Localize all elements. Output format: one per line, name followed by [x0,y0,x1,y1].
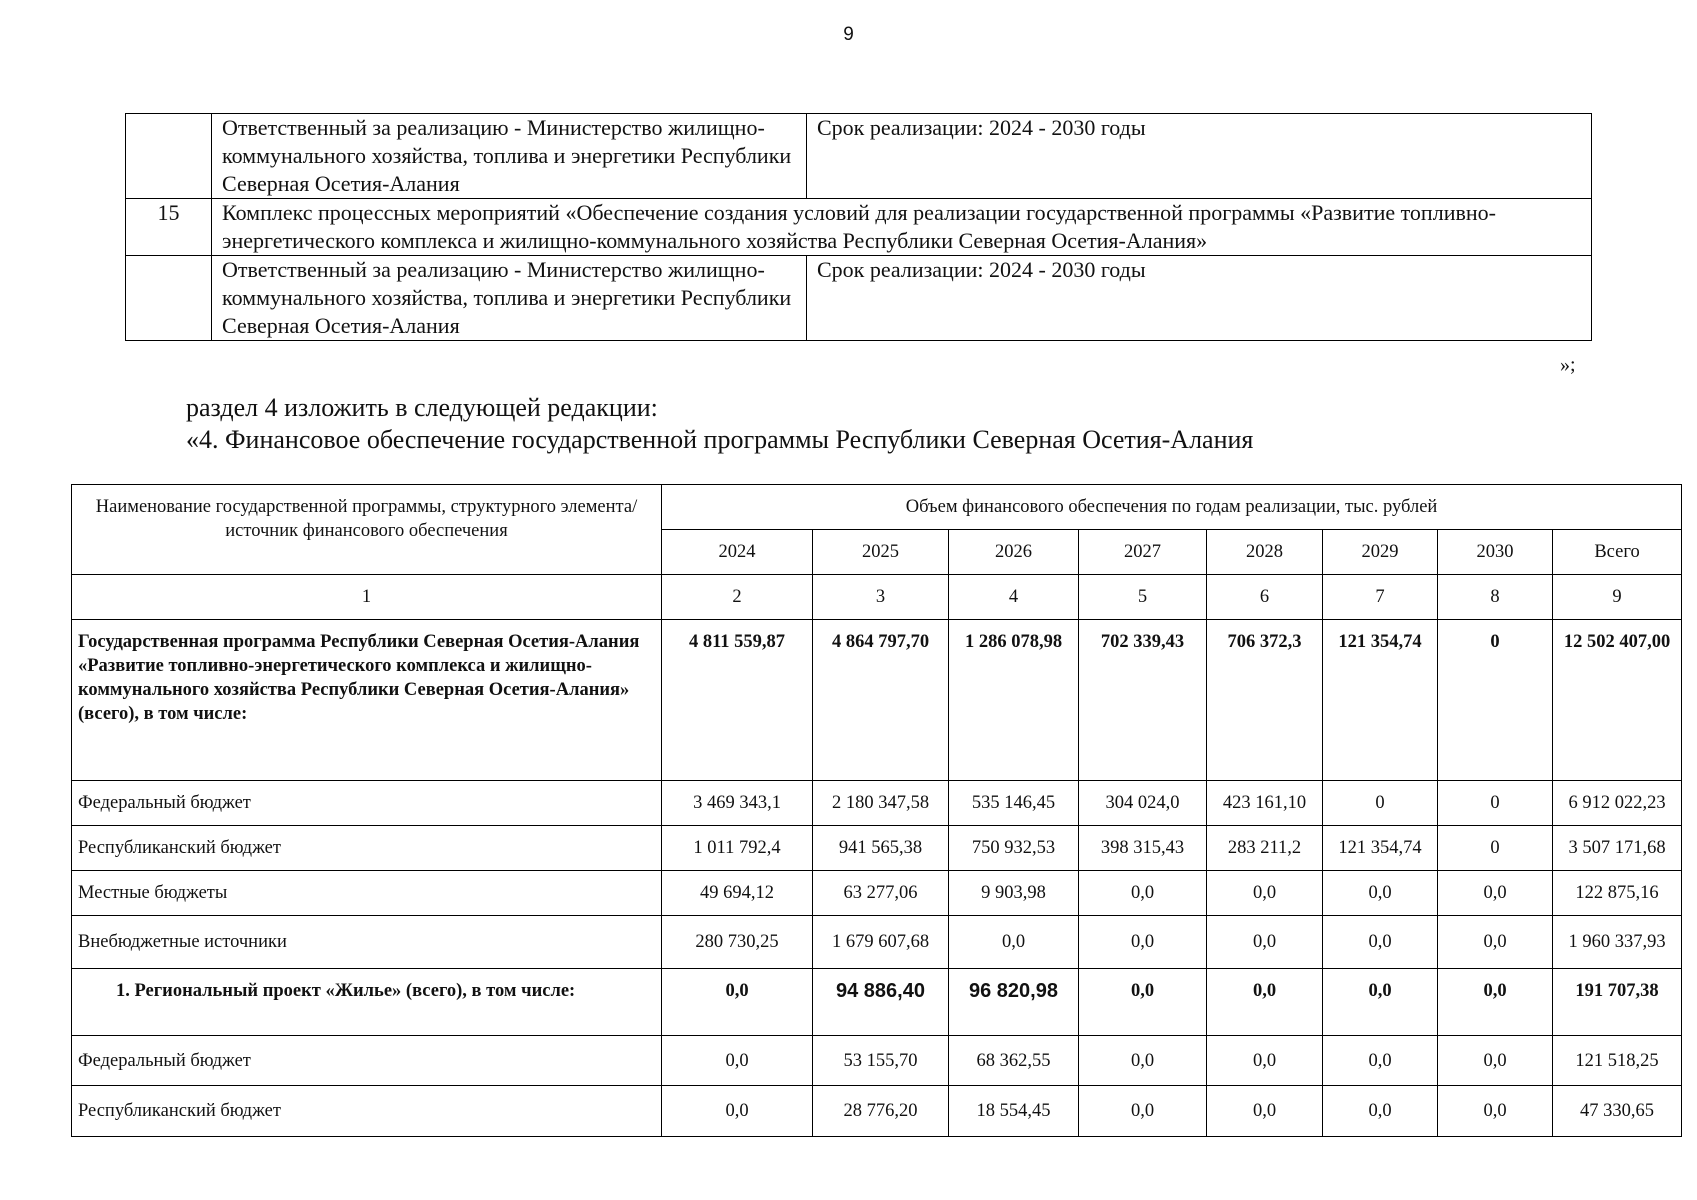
value-cell: 0,0 [1207,1036,1323,1086]
term-cell: Срок реализации: 2024 - 2030 годы [807,256,1592,341]
value-cell: 94 886,40 [813,969,949,1036]
value-cell: 0,0 [1323,1086,1438,1137]
value-cell: 0,0 [1079,1036,1207,1086]
year-header: 2024 [662,530,813,575]
row-name: 1. Региональный проект «Жилье» (всего), в том числе: [72,969,662,1036]
value-cell: 0,0 [1207,916,1323,969]
column-number: 7 [1323,575,1438,620]
value-cell: 0,0 [1323,969,1438,1036]
value-cell: 191 707,38 [1553,969,1682,1036]
complex-title-cell: Комплекс процессных мероприятий «Обеспечение создания условий для реализации государственной программы «Развитие топливно-энергетического комплекса и жилищно-коммунального хозяйства Республики Северная Осетия-Алания» [212,199,1592,256]
value-cell: 53 155,70 [813,1036,949,1086]
value-cell: 1 679 607,68 [813,916,949,969]
row-number [126,114,212,199]
value-cell: 96 820,98 [949,969,1079,1036]
program-total-row [72,620,1682,781]
value-cell: 0,0 [1438,1086,1553,1137]
value-cell: 0,0 [1438,916,1553,969]
value-cell: 0,0 [662,1036,813,1086]
value-cell: 0,0 [1079,916,1207,969]
value-cell: 0,0 [1079,1086,1207,1137]
row-name: Республиканский бюджет [72,826,662,871]
value-cell: 0,0 [662,969,813,1036]
year-header: 2029 [1323,530,1438,575]
responsible-cell: Ответственный за реализацию - Министерство жилищно-коммунального хозяйства, топлива и энергетики Республики Северная Осетия-Алания [212,256,807,341]
value-cell: 280 730,25 [662,916,813,969]
column-number: 4 [949,575,1079,620]
value-cell: 750 932,53 [949,826,1079,871]
table-row [126,114,1592,199]
total-header: Всего [1553,530,1682,575]
value-cell: 1 011 792,4 [662,826,813,871]
value-cell: 0,0 [1323,916,1438,969]
value-cell: 6 912 022,23 [1553,781,1682,826]
value-cell: 0 [1438,620,1553,781]
value-cell: 304 024,0 [1079,781,1207,826]
value-cell: 0 [1438,826,1553,871]
table-row [126,199,1592,256]
table-row [126,256,1592,341]
row-number: 15 [126,199,212,256]
value-cell: 1 960 337,93 [1553,916,1682,969]
value-cell: 0 [1438,781,1553,826]
table-row [72,871,1682,916]
table-row [72,1036,1682,1086]
column-numbers-row [72,575,1682,620]
value-cell: 0,0 [1438,871,1553,916]
value-cell: 423 161,10 [1207,781,1323,826]
value-cell: 4 864 797,70 [813,620,949,781]
value-cell: 0,0 [949,916,1079,969]
value-cell: 122 875,16 [1553,871,1682,916]
value-cell: 3 469 343,1 [662,781,813,826]
value-cell: 47 330,65 [1553,1086,1682,1137]
value-cell: 68 362,55 [949,1036,1079,1086]
header-name-cell: Наименование государственной программы, структурного элемента/источник финансового обеспечения [72,485,662,575]
value-cell: 0,0 [1079,871,1207,916]
value-cell: 398 315,43 [1079,826,1207,871]
value-cell: 535 146,45 [949,781,1079,826]
value-cell: 0,0 [1079,969,1207,1036]
closing-quote: »; [1560,354,1576,376]
regional-project-row [72,969,1682,1036]
value-cell: 706 372,3 [1207,620,1323,781]
value-cell: 0,0 [1207,969,1323,1036]
finance-table [71,484,1682,1137]
table-row [72,781,1682,826]
table-row [72,1086,1682,1137]
value-cell: 18 554,45 [949,1086,1079,1137]
column-number: 3 [813,575,949,620]
row-name: Республиканский бюджет [72,1086,662,1137]
table-row [72,826,1682,871]
year-header: 2025 [813,530,949,575]
value-cell: 0,0 [1438,969,1553,1036]
value-cell: 941 565,38 [813,826,949,871]
column-number: 2 [662,575,813,620]
responsibility-table [125,113,1592,341]
column-number: 8 [1438,575,1553,620]
value-cell: 49 694,12 [662,871,813,916]
value-cell: 0,0 [1207,871,1323,916]
value-cell: 283 211,2 [1207,826,1323,871]
responsible-cell: Ответственный за реализацию - Министерство жилищно-коммунального хозяйства, топлива и энергетики Республики Северная Осетия-Алания [212,114,807,199]
value-cell: 121 518,25 [1553,1036,1682,1086]
header-row [72,485,1682,530]
year-header: 2030 [1438,530,1553,575]
column-number: 9 [1553,575,1682,620]
value-cell: 0 [1323,781,1438,826]
value-cell: 0,0 [1323,871,1438,916]
value-cell: 0,0 [1438,1036,1553,1086]
value-cell: 121 354,74 [1323,620,1438,781]
value-cell: 121 354,74 [1323,826,1438,871]
value-cell: 9 903,98 [949,871,1079,916]
row-name: Местные бюджеты [72,871,662,916]
value-cell: 0,0 [1323,1036,1438,1086]
row-number [126,256,212,341]
value-cell: 12 502 407,00 [1553,620,1682,781]
instruction-text: раздел 4 изложить в следующей редакции: [186,393,658,422]
page-number: 9 [843,24,854,45]
section-title: «4. Финансовое обеспечение государственной программы Республики Северная Осетия-Алания [186,425,1254,454]
year-header: 2027 [1079,530,1207,575]
column-number: 1 [72,575,662,620]
value-cell: 28 776,20 [813,1086,949,1137]
table-row [72,916,1682,969]
value-cell: 4 811 559,87 [662,620,813,781]
year-header: 2026 [949,530,1079,575]
year-header: 2028 [1207,530,1323,575]
row-name: Федеральный бюджет [72,1036,662,1086]
value-cell: 2 180 347,58 [813,781,949,826]
term-cell: Срок реализации: 2024 - 2030 годы [807,114,1592,199]
column-number: 6 [1207,575,1323,620]
header-volume-cell: Объем финансового обеспечения по годам реализации, тыс. рублей [662,485,1682,530]
value-cell: 702 339,43 [1079,620,1207,781]
row-name: Государственная программа Республики Северная Осетия-Алания «Развитие топливно-энергетического комплекса и жилищно-коммунального хозяйства Республики Северная Осетия-Алания» (всего), в том числе: [72,620,662,781]
value-cell: 1 286 078,98 [949,620,1079,781]
value-cell: 3 507 171,68 [1553,826,1682,871]
value-cell: 63 277,06 [813,871,949,916]
row-name: Внебюджетные источники [72,916,662,969]
row-name: Федеральный бюджет [72,781,662,826]
value-cell: 0,0 [1207,1086,1323,1137]
value-cell: 0,0 [662,1086,813,1137]
column-number: 5 [1079,575,1207,620]
